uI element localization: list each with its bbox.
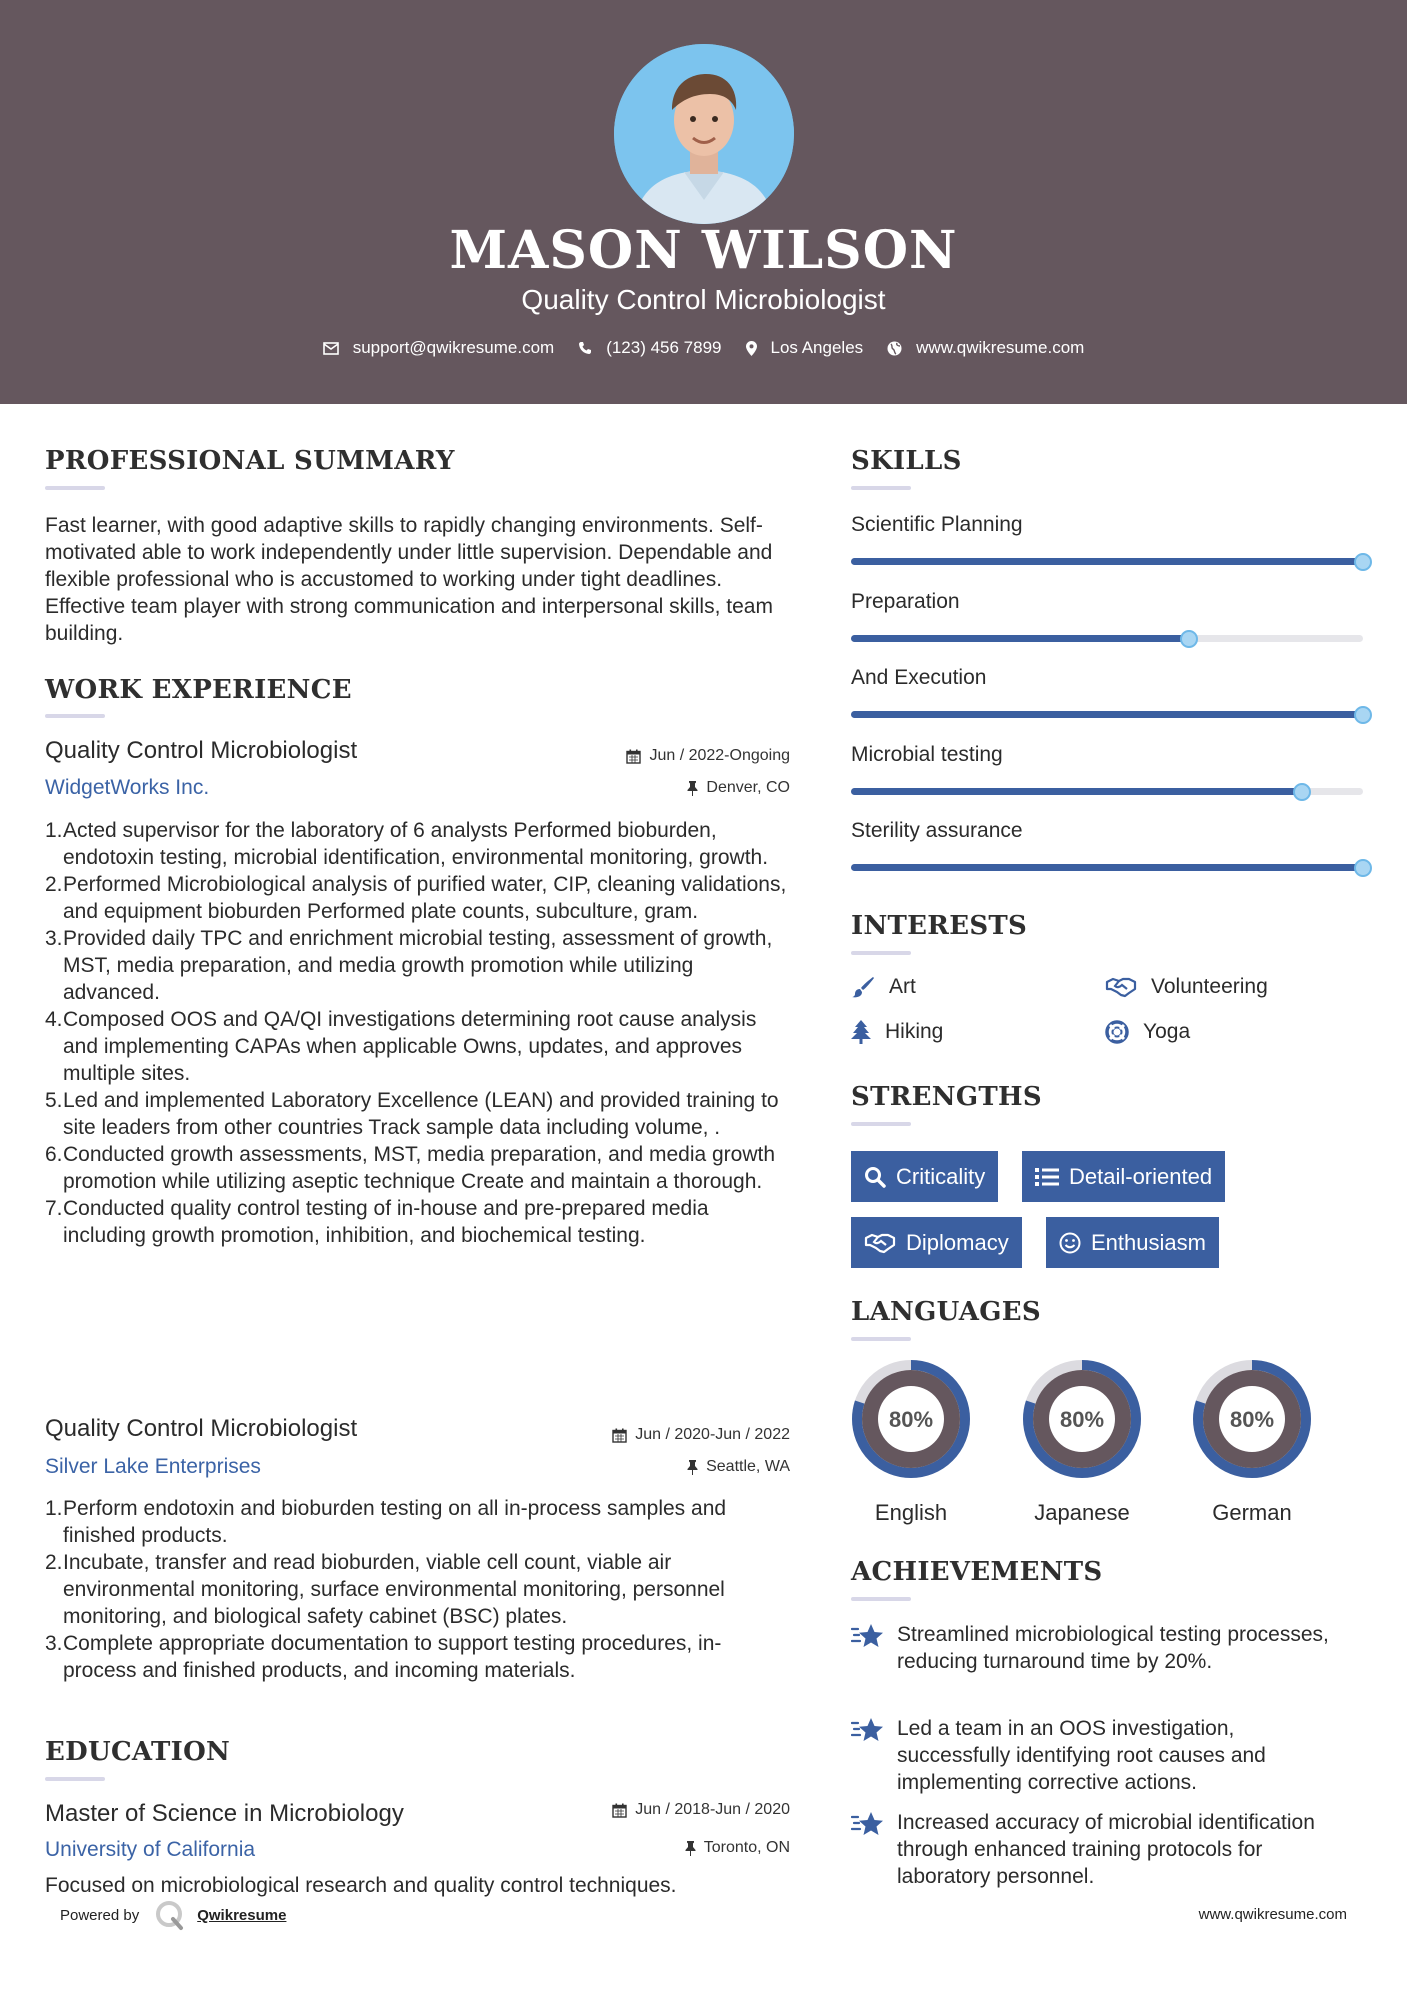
skill-level-bar (851, 711, 1363, 718)
job-responsibilities (45, 1495, 793, 1684)
profile-photo (614, 44, 794, 224)
education-dates (490, 1801, 790, 1819)
qwikresume-logo-icon (153, 1898, 187, 1932)
skill-level-fill (851, 788, 1302, 795)
job-location (490, 1458, 790, 1476)
skill-level-fill (851, 635, 1189, 642)
education-description: Focused on microbiological research and quality control techniques. (45, 1874, 677, 1897)
skill-name: Microbial testing (851, 742, 1003, 766)
list-item: 1. Acted supervisor for the laboratory of 6 analysts Performed bioburden, endotoxin testing, microbial identification, environmental monitoring, growth. (45, 819, 769, 869)
contact-website[interactable] (887, 338, 1084, 358)
phone-text: (123) 456 7899 (606, 338, 722, 357)
summary-heading-rule (45, 486, 105, 490)
job-dates (490, 747, 790, 765)
pushpin-icon (687, 1460, 698, 1475)
job-company[interactable]: WidgetWorks Inc. (45, 776, 210, 799)
email-text: support@qwikresume.com (352, 338, 555, 357)
list-item: 5. Led and implemented Laboratory Excellence (LEAN) and provided training to site leaders from other countries Track sample data including volume, . (45, 1089, 779, 1139)
skill-level-bar (851, 864, 1363, 871)
summary-text: Fast learner, with good adaptive skills to rapidly changing environments. Self-motivated able to work independently under little supervision. Dependable and flexible professional who is accustomed to working under tight deadlines. Effective team player with strong communication and interpersonal skills, team building. (45, 514, 773, 645)
powered-by: Powered by Qwikresume (60, 1898, 286, 1932)
calendar-icon (612, 1428, 627, 1443)
skills-heading: SKILLS (851, 446, 962, 476)
smile-icon (1059, 1232, 1081, 1254)
summary-heading: PROFESSIONAL SUMMARY (45, 446, 455, 476)
star-badge-icon (851, 1811, 885, 1839)
achievement-item: Increased accuracy of microbial identification through enhanced training protocols for laboratory personnel. (851, 1809, 1351, 1890)
list-item: 6. Conducted growth assessments, MST, media preparation, and media growth promotion while utilizing aseptic technique Create and maintain a thorough. (45, 1143, 776, 1193)
skill-name: Scientific Planning (851, 513, 1023, 536)
job-location-text: Denver, CO (706, 779, 790, 796)
education-heading-rule (45, 1777, 105, 1781)
tree-icon (851, 1020, 871, 1044)
strength-diplomacy: Diplomacy (851, 1217, 1022, 1268)
list-item: 4. Composed OOS and QA/QI investigations determining root cause analysis and implementing CAPAs when applicable Owns, updates, and approves multiple sites. (45, 1008, 757, 1085)
star-badge-icon (851, 1623, 885, 1651)
skill-level-knob (1354, 706, 1372, 724)
lifering-icon (1105, 1020, 1129, 1044)
skill-level-knob (1354, 859, 1372, 877)
strengths-heading: STRENGTHS (851, 1082, 1042, 1112)
handshake-icon (1105, 976, 1137, 998)
resume-header (0, 0, 1407, 404)
interest-hiking: Hiking (851, 1020, 943, 1044)
skill-level-fill (851, 864, 1363, 871)
contact-phone[interactable] (578, 338, 721, 358)
job-title: Quality Control Microbiologist (45, 737, 358, 764)
achievement-item: Streamlined microbiological testing processes, reducing turnaround time by 20%. (851, 1621, 1351, 1675)
star-badge-icon (851, 1717, 885, 1745)
education-location-text: Toronto, ON (703, 1839, 790, 1856)
pushpin-icon (685, 1841, 696, 1856)
list-item: 1. Perform endotoxin and bioburden testing on all in-process samples and finished products. (45, 1497, 727, 1547)
skill-name: And Execution (851, 666, 987, 689)
language-item (1020, 1357, 1144, 1526)
languages-heading-rule (851, 1337, 911, 1341)
list-item: 3. Provided daily TPC and enrichment microbial testing, assessment of growth, MST, media preparation, and media growth promotion while utilizing advanced. (45, 927, 773, 1004)
job-location (490, 779, 790, 797)
skill-level-knob (1293, 783, 1311, 801)
skill-level-bar (851, 635, 1363, 642)
language-name: German (1212, 1500, 1292, 1525)
strengths-heading-rule (851, 1122, 911, 1126)
interest-yoga: Yoga (1105, 1020, 1190, 1044)
language-percent: 80% (888, 1407, 934, 1432)
interest-art: Art (851, 975, 916, 999)
language-item (1190, 1357, 1314, 1526)
language-proficiency-ring (1020, 1357, 1144, 1481)
job-company[interactable]: Silver Lake Enterprises (45, 1455, 261, 1478)
skill-level-fill (851, 711, 1363, 718)
skill-level-knob (1180, 630, 1198, 648)
skill-name: Preparation (851, 589, 960, 613)
language-name: English (874, 1500, 948, 1525)
school-name[interactable]: University of California (45, 1838, 256, 1861)
calendar-icon (612, 1803, 627, 1818)
skill-level-bar (851, 788, 1363, 795)
achievements-heading: ACHIEVEMENTS (851, 1557, 1103, 1587)
interest-volunteering: Volunteering (1105, 975, 1268, 999)
interests-heading: INTERESTS (851, 911, 1028, 941)
job-dates (490, 1426, 790, 1444)
footer-website[interactable]: www.qwikresume.com (1198, 1906, 1347, 1923)
calendar-icon (626, 749, 641, 764)
pushpin-icon (687, 781, 698, 796)
education-location (490, 1839, 790, 1857)
list-icon (1035, 1167, 1059, 1187)
skill-name: Sterility assurance (851, 819, 1023, 842)
language-name: Japanese (1034, 1500, 1130, 1525)
envelope-icon (323, 342, 339, 355)
job-location-text: Seattle, WA (706, 1458, 790, 1475)
website-text: www.qwikresume.com (916, 338, 1085, 357)
languages-heading: LANGUAGES (851, 1297, 1041, 1327)
list-item: 7. Conducted quality control testing of in-house and pre-prepared media including growth promotion, inhibition, and biochemical testing. (45, 1197, 709, 1247)
skill-level-knob (1354, 553, 1372, 571)
contact-email[interactable] (323, 338, 555, 358)
strength-detail-oriented: Detail-oriented (1022, 1151, 1225, 1202)
experience-heading-rule (45, 714, 105, 718)
skill-level-bar (851, 558, 1363, 565)
language-proficiency-ring (1190, 1357, 1314, 1481)
job-responsibilities (45, 817, 793, 1249)
language-proficiency-ring (849, 1357, 973, 1481)
language-percent: 80% (1059, 1407, 1105, 1432)
skill-level-fill (851, 558, 1363, 565)
list-item: 2. Incubate, transfer and read bioburden, viable cell count, viable air environmental monitoring, surface environmental monitoring, personnel monitoring, and biological safety cabinet (BSC) plates. (45, 1551, 725, 1628)
qwikresume-link[interactable]: Qwikresume (197, 1906, 287, 1924)
language-item (849, 1357, 973, 1526)
strength-criticality: Criticality (851, 1151, 998, 1202)
contact-bar (0, 338, 1407, 358)
paintbrush-icon (851, 976, 875, 998)
contact-location (746, 338, 864, 358)
language-percent: 80% (1229, 1407, 1275, 1432)
job-dates-text: Jun / 2020-Jun / 2022 (635, 1426, 790, 1443)
location-text: Los Angeles (770, 338, 864, 357)
list-item: 3. Complete appropriate documentation to support testing procedures, in-process and finished products, and incoming materials. (45, 1632, 722, 1682)
list-item: 2. Performed Microbiological analysis of purified water, CIP, cleaning validations, and equipment bioburden Performed plate counts, subculture, gram. (45, 873, 787, 923)
interests-heading-rule (851, 951, 911, 955)
handshake-icon (864, 1232, 896, 1254)
education-heading: EDUCATION (45, 1737, 231, 1767)
map-pin-icon (746, 341, 757, 356)
globe-icon (887, 341, 902, 356)
skills-heading-rule (851, 486, 911, 490)
search-icon (864, 1166, 886, 1188)
candidate-name: MASON WILSON (449, 220, 958, 281)
degree-title: Master of Science in Microbiology (45, 1800, 404, 1827)
experience-heading: WORK EXPERIENCE (45, 675, 352, 705)
achievement-item: Led a team in an OOS investigation, successfully identifying root causes and implementing corrective actions. (851, 1715, 1351, 1796)
strength-enthusiasm: Enthusiasm (1046, 1217, 1219, 1268)
job-title: Quality Control Microbiologist (45, 1415, 358, 1442)
job-dates-text: Jun / 2022-Ongoing (649, 747, 790, 764)
candidate-title: Quality Control Microbiologist (521, 284, 886, 315)
phone-icon (578, 341, 592, 355)
achievements-heading-rule (851, 1597, 911, 1601)
education-dates-text: Jun / 2018-Jun / 2020 (635, 1801, 790, 1818)
